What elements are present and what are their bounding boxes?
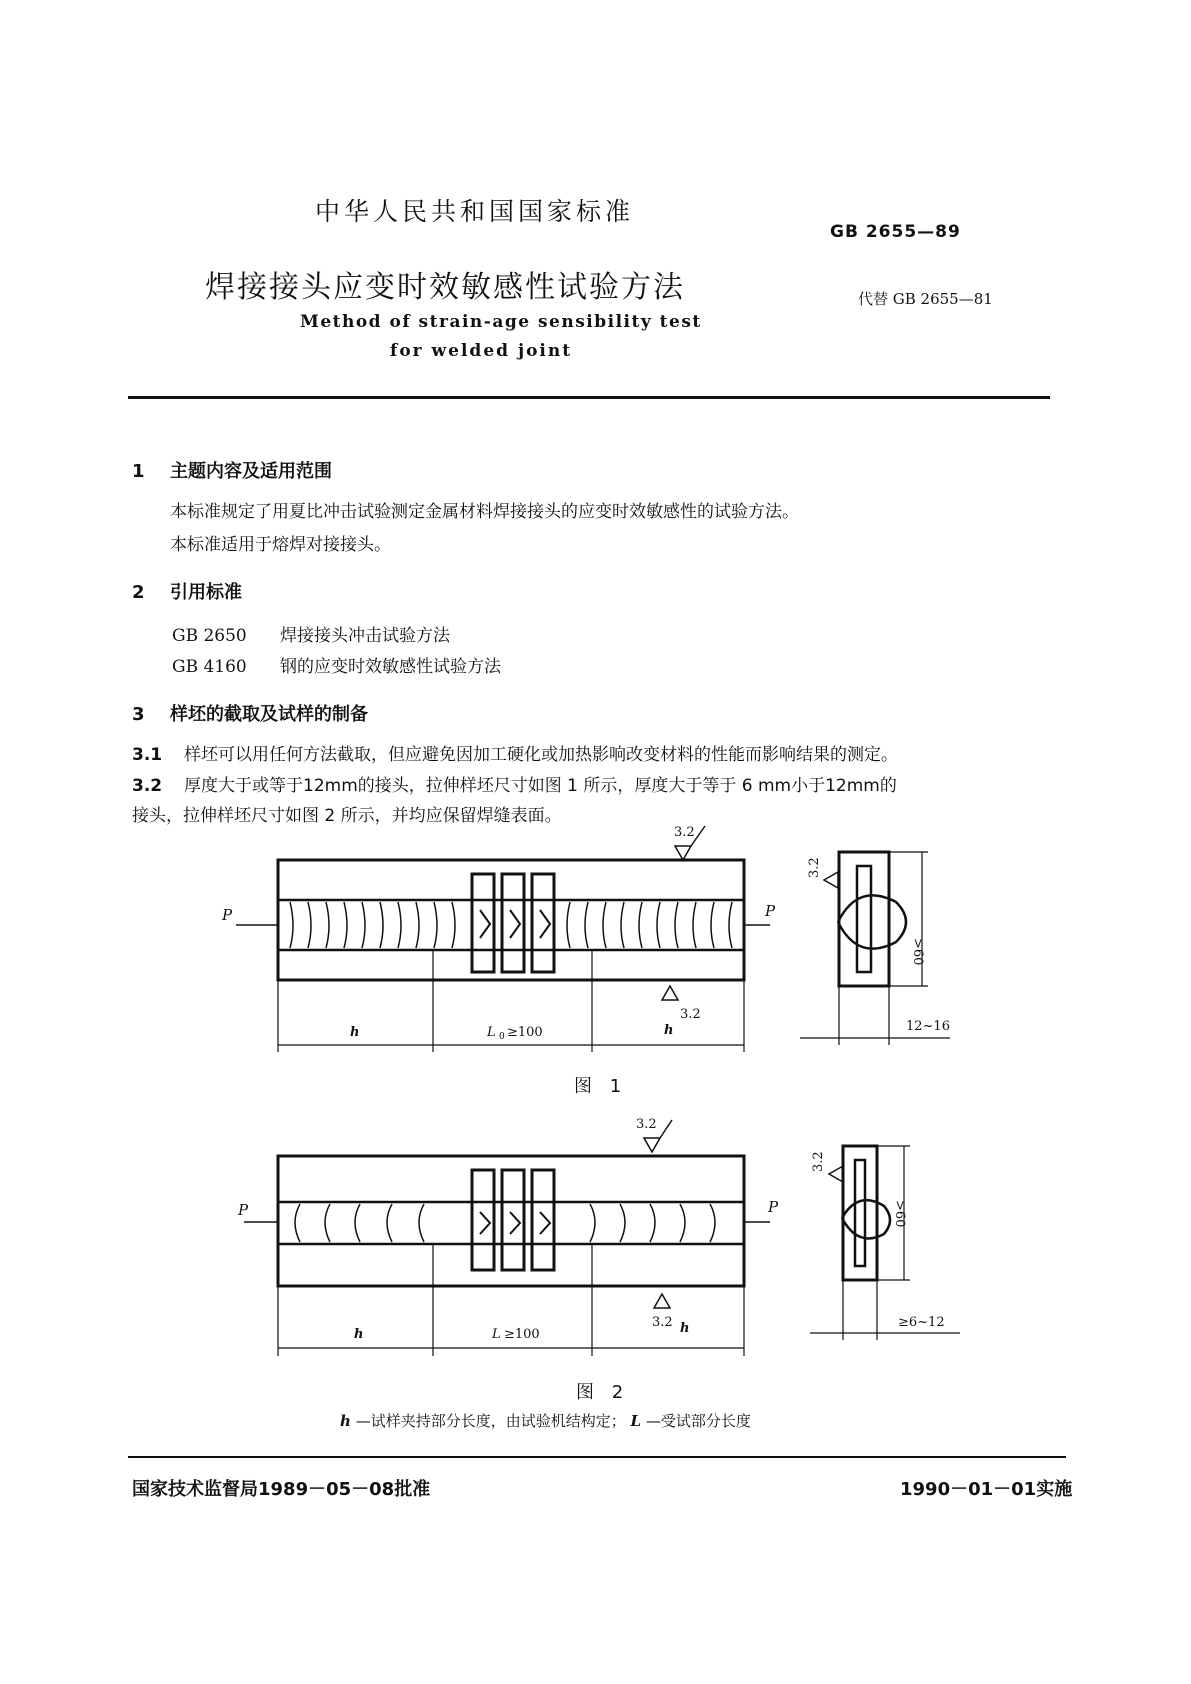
clause-number: 3.1	[132, 745, 163, 765]
english-title-line2: for welded joint	[390, 341, 573, 361]
dimension-L-value: ≥100	[507, 1025, 543, 1040]
section-number: 3	[132, 704, 145, 725]
force-label-left: P	[222, 906, 233, 924]
clause-text: 样坯可以用任何方法截取，但应避免因加工硬化或加热影响改变材料的性能而影响结果的测定。	[184, 745, 898, 765]
section-1-paragraph-2: 本标准适用于熔焊对接接头。	[170, 535, 391, 555]
section-3-heading	[132, 700, 368, 726]
specimen-blanks	[472, 1170, 554, 1270]
dimension-thickness: 12~16	[906, 1019, 950, 1034]
figure-2-legend	[340, 1410, 751, 1431]
footer-rule	[128, 1456, 1066, 1458]
section-1-heading	[132, 457, 332, 483]
side-view	[810, 1146, 960, 1340]
roughness-label-bottom: 3.2	[652, 1315, 673, 1330]
legend-text-L: —受试部分长度	[645, 1412, 751, 1430]
effective-date-line: 1990－01－01实施	[900, 1479, 1073, 1500]
dimension-L-subscript: 0	[499, 1032, 505, 1042]
standard-code: GB 2655—89	[830, 222, 961, 242]
roughness-label-top: 3.2	[636, 1117, 657, 1132]
section-title: 主题内容及适用范围	[170, 461, 332, 482]
dimension-L: L	[487, 1025, 496, 1040]
legend-text-h: —试样夹持部分长度，由试验机结构定；	[355, 1412, 626, 1430]
weld-ripples	[295, 1204, 715, 1242]
dimension-h-left: h	[350, 1025, 360, 1040]
section-2-heading	[132, 578, 242, 604]
approval-line: 国家技术监督局1989－05－08批准	[132, 1479, 431, 1500]
dimension-h-right: h	[664, 1023, 674, 1038]
figure-1-caption: 图 1	[574, 1076, 628, 1097]
section-title: 样坯的截取及试样的制备	[170, 704, 368, 725]
header-rule	[128, 396, 1050, 399]
roughness-label-top: 3.2	[674, 825, 695, 840]
plate-outline	[278, 860, 744, 980]
dimension-h-right: h	[680, 1321, 690, 1336]
weld-ripples	[290, 902, 732, 948]
reference-item	[172, 652, 501, 677]
clause-3-2	[132, 771, 897, 796]
figure-2-caption: 图 2	[576, 1382, 630, 1403]
reference-title: 钢的应变时效敏感性试验方法	[280, 657, 501, 677]
section-number: 1	[132, 461, 145, 482]
figure-2-drawing	[0, 1110, 1191, 1360]
clause-text: 厚度大于或等于12mm的接头，拉伸样坯尺寸如图 1 所示，厚度大于等于 6 mm小于12mm的	[184, 776, 897, 796]
clause-3-2-continued: 接头，拉伸样坯尺寸如图 2 所示，并均应保留焊缝表面。	[132, 806, 562, 826]
dimension-height: >60	[910, 938, 925, 966]
english-title-line1: Method of strain-age sensibility test	[300, 312, 702, 332]
section-number: 2	[132, 582, 145, 603]
force-label-left: P	[238, 1201, 249, 1219]
specimen-blanks	[472, 874, 554, 972]
roughness-label-bottom: 3.2	[680, 1007, 701, 1022]
section-1-paragraph-1: 本标准规定了用夏比冲击试验测定金属材料焊接接头的应变时效敏感性的试验方法。	[170, 502, 799, 522]
reference-code: GB 2650	[172, 626, 247, 646]
reference-code: GB 4160	[172, 657, 247, 677]
document-title: 焊接接头应变时效敏感性试验方法	[205, 270, 685, 305]
dimension-L-value: ≥100	[504, 1327, 540, 1342]
legend-symbol-h: h	[340, 1412, 351, 1430]
clause-number: 3.2	[132, 776, 163, 796]
dimension-height: >60	[892, 1200, 907, 1228]
figure-1-drawing	[0, 820, 1191, 1090]
replaces-note: 代替 GB 2655—81	[858, 290, 993, 308]
roughness-label-side: 3.2	[807, 857, 822, 878]
dimension-h-left: h	[354, 1327, 364, 1342]
plate-outline	[278, 1156, 744, 1286]
legend-symbol-L: L	[630, 1412, 642, 1430]
clause-3-1	[132, 740, 898, 765]
reference-item	[172, 621, 450, 646]
dimension-L: L	[492, 1327, 501, 1342]
force-label-right: P	[768, 1198, 779, 1216]
roughness-label-side: 3.2	[811, 1151, 826, 1172]
reference-title: 焊接接头冲击试验方法	[280, 626, 450, 646]
section-title: 引用标准	[170, 582, 242, 603]
force-label-right: P	[765, 902, 776, 920]
side-view	[800, 852, 950, 1045]
dimension-thickness: ≥6~12	[898, 1315, 945, 1330]
national-standard-heading: 中华人民共和国国家标准	[315, 197, 635, 226]
